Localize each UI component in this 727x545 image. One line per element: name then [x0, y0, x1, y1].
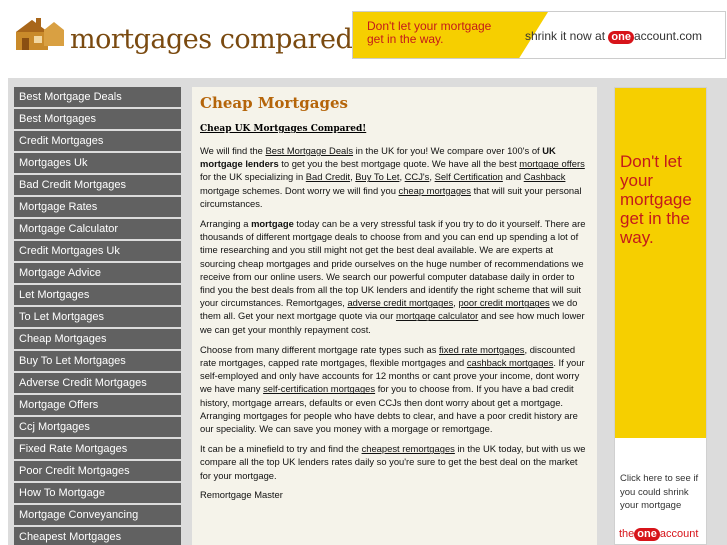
- text: . If your self-employed and only have accounts for 12 months or cant prove your income, dont worry we have many: [200, 357, 585, 395]
- poor-credit-link[interactable]: poor credit mortgages: [458, 297, 550, 309]
- intro-paragraph: [200, 144, 589, 210]
- sidebar-item[interactable]: Let Mortgages: [14, 285, 181, 305]
- one-account-logo-icon: one: [634, 528, 660, 541]
- main-content: [192, 87, 597, 545]
- text: It can be a minefield to try and find the: [200, 443, 362, 455]
- banner-headline: Don't let your mortgage get in the way.: [367, 19, 492, 46]
- banner-tagline-text: shrink it now at: [525, 29, 606, 43]
- text: , discounted rate mortgages, capped rate mortgages, flexible mortgages and: [200, 343, 576, 369]
- rate-types-paragraph: [200, 343, 589, 435]
- arranging-paragraph: [200, 217, 589, 336]
- sidebar-item[interactable]: Fixed Rate Mortgages: [14, 439, 181, 459]
- sidebar-item[interactable]: Ccj Mortgages: [14, 417, 181, 437]
- cashback-mortgages-link[interactable]: cashback mortgages: [466, 357, 554, 369]
- side-banner-brand: [619, 528, 698, 541]
- sidebar-item[interactable]: Mortgage Conveyancing: [14, 505, 181, 525]
- text: that will suit your personal circumstances.: [200, 184, 582, 209]
- text: Choose from many different mortgage rate types such as: [200, 343, 440, 355]
- sidebar-item[interactable]: Bad Credit Mortgages: [14, 175, 181, 195]
- sidebar-item[interactable]: Adverse Credit Mortgages: [14, 373, 181, 393]
- sidebar-nav: [14, 87, 181, 545]
- text: and see how much lower we can get your monthly repayment cost.: [200, 310, 585, 335]
- banner-tagline: [525, 29, 702, 44]
- side-banner-ad[interactable]: [614, 87, 707, 545]
- self-certification-link[interactable]: Self Certification: [434, 171, 503, 183]
- text: and: [502, 171, 524, 183]
- footer-heading: Remortgage Master: [200, 488, 283, 500]
- text: Arranging a: [200, 218, 252, 230]
- sidebar-item[interactable]: Best Mortgages: [14, 109, 181, 129]
- text: We will find the: [200, 145, 266, 156]
- text: ,: [453, 297, 459, 309]
- text: in the UK today, but with us we compare all the top UK lenders rates daily so you're sure to get the best deal on the market for your mortgage.: [200, 443, 586, 481]
- remortgage-paragraph: [200, 442, 589, 482]
- sidebar-item[interactable]: Mortgage Offers: [14, 395, 181, 415]
- text: for you to choose from. If you have a bad credit history, mortgage arrears, defaults or even CCJs then dont worry about get a mortgage. Arranging mortgages for people who have debts to clear, and have a poor credit history are our speciality. We can save you money with a morgage or remortgage.: [200, 383, 578, 435]
- text: we do them all. Get your next mortgage quote via our: [200, 297, 578, 322]
- sidebar-item[interactable]: Poor Credit Mortgages: [14, 461, 181, 481]
- sidebar-item[interactable]: How To Mortgage: [14, 483, 181, 503]
- text: for the UK specializing in: [200, 171, 306, 183]
- bad-credit-link[interactable]: Bad Credit: [305, 171, 351, 183]
- sidebar-item[interactable]: Credit Mortgages: [14, 131, 181, 151]
- sidebar-item[interactable]: To Let Mortgages: [14, 307, 181, 327]
- sidebar-item[interactable]: Cheap Mortgages: [14, 329, 181, 349]
- sidebar-item[interactable]: Mortgages Uk: [14, 153, 181, 173]
- cheapest-remortgages-link[interactable]: cheapest remortgages: [361, 443, 455, 455]
- sidebar-item[interactable]: Mortgage Advice: [14, 263, 181, 283]
- sidebar-item[interactable]: Best Mortgage Deals: [14, 87, 181, 107]
- brand-prefix: the: [619, 528, 635, 540]
- banner-brand-suffix: account.com: [633, 29, 702, 43]
- cashback-link[interactable]: Cashback: [523, 171, 566, 183]
- brand-suffix: account: [659, 528, 699, 540]
- page-subtitle: Cheap UK Mortgages Compared!: [200, 124, 367, 134]
- text: ,: [429, 171, 435, 183]
- ccjs-link[interactable]: CCJ's: [404, 171, 430, 183]
- sidebar-item[interactable]: Buy To Let Mortgages: [14, 351, 181, 371]
- side-banner-cta: Click here to see if you could shrink your mortgage: [620, 473, 699, 511]
- cheap-mortgages-link[interactable]: cheap mortgages: [398, 184, 471, 196]
- sidebar-item[interactable]: Credit Mortgages Uk: [14, 241, 181, 261]
- buy-to-let-link[interactable]: Buy To Let: [355, 171, 400, 183]
- text: ,: [350, 171, 356, 183]
- page-title: Cheap Mortgages: [200, 94, 348, 112]
- logo-text: mortgages compared: [70, 24, 353, 55]
- self-certification-mortgages-link[interactable]: self-certification mortgages: [263, 383, 376, 395]
- fixed-rate-link[interactable]: fixed rate mortgages: [439, 343, 525, 355]
- sidebar-item[interactable]: Mortgage Rates: [14, 197, 181, 217]
- sidebar-item[interactable]: Mortgage Calculator: [14, 219, 181, 239]
- mortgage-offers-link[interactable]: mortgage offers: [519, 158, 585, 170]
- house-logo-icon: [14, 16, 64, 52]
- top-banner-ad[interactable]: [352, 11, 726, 59]
- site-logo[interactable]: [10, 10, 353, 60]
- text: today can be a very stressful task if you try to do it yourself. There are thousands of different mortgage deals to choose from and you can end up spending a lot of time researching and you still might not get the best deal available. We are experts at sourcing cheap mortgages and pride ourselves on the huge number of recommendations we receive from our online users. We search our powerful computer database daily in order to find you the best deals from all the top UK lenders and identify the right scheme that will suit your circumstances. Remortgages,: [200, 218, 586, 309]
- mortgage-calculator-link[interactable]: mortgage calculator: [395, 310, 479, 322]
- one-account-logo-icon: one: [608, 31, 634, 44]
- sidebar-item[interactable]: Cheapest Mortgages: [14, 527, 181, 545]
- text: mortgage schemes. Dont worry we will find you: [200, 184, 399, 196]
- bold-text: mortgage: [251, 218, 294, 230]
- bold-text: UK mortgage lenders: [200, 145, 556, 170]
- text: ,: [399, 171, 405, 183]
- best-mortgage-deals-link[interactable]: Best Mortgage Deals: [265, 145, 354, 156]
- adverse-credit-link[interactable]: adverse credit mortgages: [347, 297, 454, 309]
- text: to get you the best mortgage quote. We have all the best: [278, 158, 520, 170]
- text: in the UK for you! We compare over 100's of: [353, 145, 543, 156]
- side-banner-yellow-panel: [615, 88, 707, 438]
- side-banner-headline: Don't let your mortgage get in the way.: [620, 152, 692, 247]
